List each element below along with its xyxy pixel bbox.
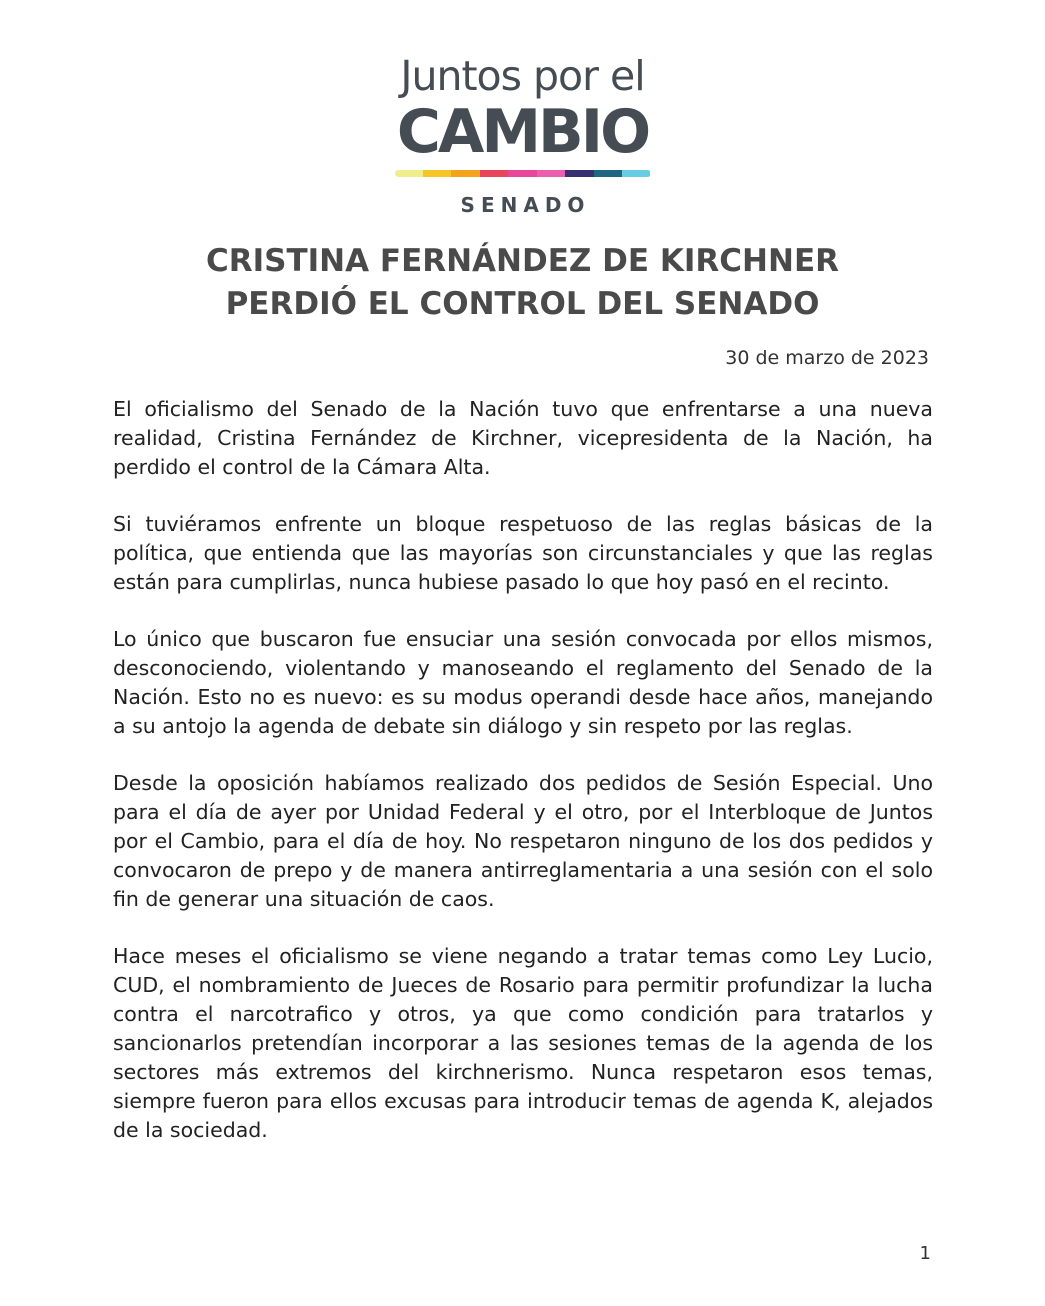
paragraph: El oficialismo del Senado de la Nación tuvo que enfrentarse a una nueva realidad, Cristina Fernández de Kirchner, vicepresidenta de la Nación, ha perdido el control de la Cámara Alta.	[113, 397, 933, 479]
title-line-1: CRISTINA FERNÁNDEZ DE KIRCHNER	[206, 243, 839, 279]
stripe-segment	[537, 170, 565, 177]
paragraph: Si tuviéramos enfrente un bloque respetuoso de las reglas básicas de la política, que entienda que las mayorías son circunstanciales y que las reglas están para cumplirlas, nunca hubiese pasado lo que hoy pasó en el recinto.	[113, 512, 933, 594]
stripe-segment	[480, 170, 508, 177]
page-number: 1	[919, 1243, 931, 1264]
party-logo	[0, 52, 1045, 217]
logo-line-2: CAMBIO	[396, 97, 649, 167]
stripe-segment	[622, 170, 650, 177]
paragraph: Desde la oposición habíamos realizado dos pedidos de Sesión Especial. Uno para el día de ayer por Unidad Federal y el otro, por el Interbloque de Juntos por el Cambio, para el día de hoy. No respetaron ninguno de los dos pedidos y convocaron de prepo y de manera antirreglamentaria a una sesión con el solo fin de generar una situación de caos.	[113, 771, 933, 911]
title-line-2: PERDIÓ EL CONTROL DEL SENADO	[225, 286, 820, 322]
stripe-segment	[451, 170, 479, 177]
body-text	[113, 395, 933, 1173]
date: 30 de marzo de 2023	[725, 347, 929, 369]
paragraph: Lo único que buscaron fue ensuciar una sesión convocada por ellos mismos, desconociendo, violentando y manoseando el reglamento del Senado de la Nación. Esto no es nuevo: es su modus operandi desde hace años, manejando a su antojo la agenda de debate sin diálogo y sin respeto por las reglas.	[113, 627, 933, 738]
logo-subtitle: SENADO	[460, 193, 591, 217]
page-title	[60, 240, 985, 326]
stripe-segment	[423, 170, 451, 177]
logo-line-1: Juntos por el	[400, 52, 645, 100]
stripe-segment	[395, 170, 423, 177]
paragraph: Hace meses el oficialismo se viene negando a tratar temas como Ley Lucio, CUD, el nombramiento de Jueces de Rosario para permitir profundizar la lucha contra el narcotrafico y otros, ya que como condición para tratarlos y sancionarlos pretendían incorporar a las sesiones temas de la agenda de los sectores más extremos del kirchnerismo. Nunca respetaron esos temas, siempre fueron para ellos excusas para introducir temas de agenda K, alejados de la sociedad.	[113, 944, 933, 1142]
stripe-segment	[508, 170, 536, 177]
stripe-segment	[594, 170, 622, 177]
stripe-segment	[565, 170, 593, 177]
logo-color-stripe	[395, 170, 651, 177]
